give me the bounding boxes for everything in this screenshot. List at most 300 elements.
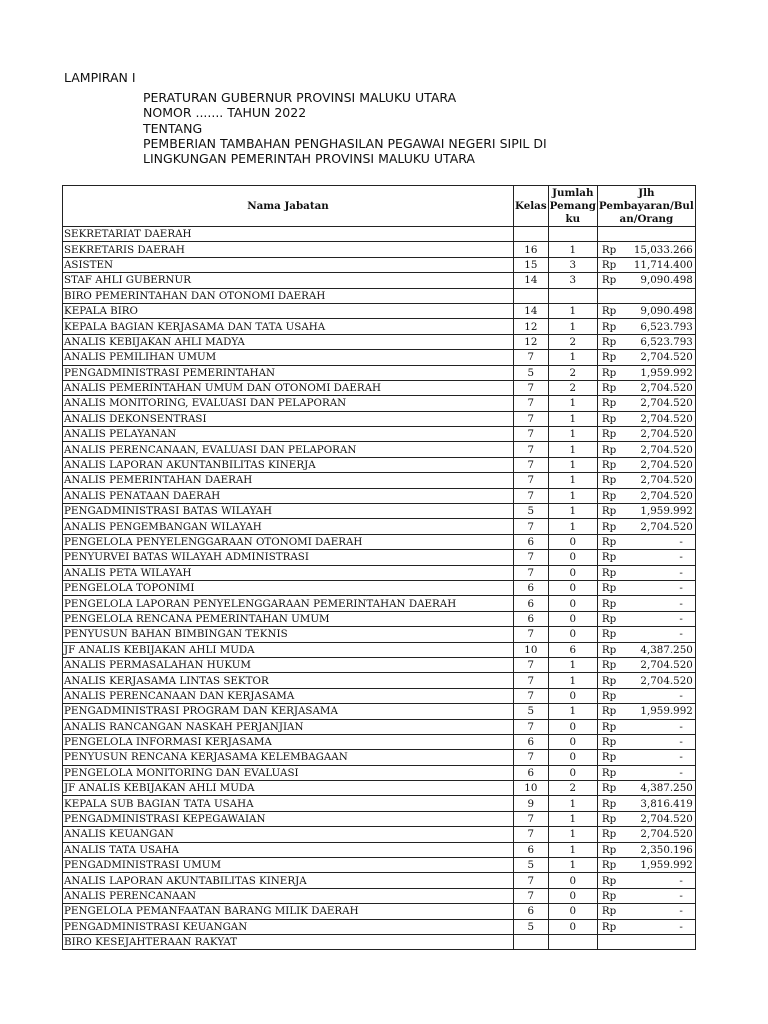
jabatan-name: PENGELOLA TOPONIMI xyxy=(63,580,514,595)
kelas-cell: 7 xyxy=(514,457,549,472)
jumlah-pemangku-cell: 1 xyxy=(548,411,597,426)
payment-amount: - xyxy=(679,905,683,918)
jumlah-pemangku-cell: 0 xyxy=(548,627,597,642)
jumlah-pemangku-cell: 0 xyxy=(548,765,597,780)
kelas-cell: 7 xyxy=(514,565,549,580)
jumlah-pemangku-cell: 1 xyxy=(548,319,597,334)
kelas-cell: 7 xyxy=(514,411,549,426)
table-row xyxy=(63,904,696,919)
kelas-cell xyxy=(514,934,549,949)
currency-label: Rp xyxy=(601,905,617,918)
currency-label: Rp xyxy=(601,813,617,826)
jumlah-pemangku-cell xyxy=(548,288,597,303)
jumlah-pemangku-cell: 1 xyxy=(548,488,597,503)
pembayaran-cell xyxy=(597,919,695,934)
table-row xyxy=(63,504,696,519)
table-row xyxy=(63,319,696,334)
regulation-subject-line-1: PEMBERIAN TAMBAHAN PENGHASILAN PEGAWAI NEGERI SIPIL DI xyxy=(143,135,547,151)
kelas-cell: 7 xyxy=(514,750,549,765)
currency-label: Rp xyxy=(601,551,617,564)
pembayaran-cell xyxy=(597,565,695,580)
table-row xyxy=(63,334,696,349)
table-row xyxy=(63,688,696,703)
jabatan-name: PENGADMINISTRASI PROGRAM DAN KERJASAMA xyxy=(63,704,514,719)
kelas-cell: 6 xyxy=(514,596,549,611)
pembayaran-cell xyxy=(597,442,695,457)
payment-amount: - xyxy=(679,628,683,641)
table-row xyxy=(63,350,696,365)
pembayaran-cell xyxy=(597,519,695,534)
currency-label: Rp xyxy=(601,489,617,502)
jabatan-name: PENGELOLA MONITORING DAN EVALUASI xyxy=(63,765,514,780)
regulation-title: PERATURAN GUBERNUR PROVINSI MALUKU UTARA xyxy=(143,90,457,105)
kelas-cell: 6 xyxy=(514,842,549,857)
jumlah-pemangku-cell: 1 xyxy=(548,657,597,672)
currency-label: Rp xyxy=(601,705,617,718)
jabatan-name: PENGADMINISTRASI KEUANGAN xyxy=(63,919,514,934)
table-row xyxy=(63,796,696,811)
jumlah-pemangku-cell: 1 xyxy=(548,827,597,842)
kelas-cell: 7 xyxy=(514,657,549,672)
kelas-cell: 7 xyxy=(514,442,549,457)
column-header-pembayaran: Jlh Pembayaran/Bul an/Orang xyxy=(598,186,694,225)
table-row xyxy=(63,565,696,580)
payment-amount: 1,959.992 xyxy=(640,505,693,518)
payment-amount: - xyxy=(679,736,683,749)
column-header-nama-jabatan: Nama Jabatan xyxy=(63,186,514,227)
table-row xyxy=(63,427,696,442)
kelas-cell: 5 xyxy=(514,858,549,873)
pembayaran-cell xyxy=(597,642,695,657)
table-row xyxy=(63,457,696,472)
payment-amount: 1,959.992 xyxy=(640,705,693,718)
payment-amount: 9,090.498 xyxy=(640,274,693,287)
currency-label: Rp xyxy=(601,751,617,764)
jabatan-name: PENGADMINISTRASI BATAS WILAYAH xyxy=(63,504,514,519)
pembayaran-cell xyxy=(597,904,695,919)
table-row xyxy=(63,242,696,257)
table-row xyxy=(63,888,696,903)
pembayaran-cell xyxy=(597,673,695,688)
table-row xyxy=(63,488,696,503)
section-name: SEKRETARIAT DAERAH xyxy=(63,227,514,242)
payment-amount: - xyxy=(679,689,683,702)
pembayaran-cell xyxy=(597,888,695,903)
payment-amount: 4,387.250 xyxy=(640,782,693,795)
kelas-cell: 7 xyxy=(514,827,549,842)
currency-label: Rp xyxy=(601,566,617,579)
kelas-cell: 5 xyxy=(514,919,549,934)
kelas-cell: 6 xyxy=(514,611,549,626)
currency-label: Rp xyxy=(601,828,617,841)
pembayaran-cell xyxy=(597,873,695,888)
currency-label: Rp xyxy=(601,612,617,625)
table-row xyxy=(63,734,696,749)
jumlah-pemangku-cell: 2 xyxy=(548,380,597,395)
payment-amount: 2,704.520 xyxy=(640,412,693,425)
jumlah-pemangku-cell: 1 xyxy=(548,473,597,488)
jabatan-name: PENYURVEI BATAS WILAYAH ADMINISTRASI xyxy=(63,550,514,565)
pembayaran-cell xyxy=(597,350,695,365)
pembayaran-cell xyxy=(597,303,695,318)
jabatan-name: STAF AHLI GUBERNUR xyxy=(63,273,514,288)
table-row xyxy=(63,858,696,873)
pembayaran-cell xyxy=(597,488,695,503)
jumlah-pemangku-cell: 1 xyxy=(548,504,597,519)
jumlah-pemangku-cell: 1 xyxy=(548,519,597,534)
pembayaran-cell xyxy=(597,550,695,565)
currency-label: Rp xyxy=(601,797,617,810)
kelas-cell: 7 xyxy=(514,380,549,395)
jumlah-pemangku-cell: 0 xyxy=(548,719,597,734)
jumlah-pemangku-cell: 1 xyxy=(548,457,597,472)
pembayaran-cell xyxy=(597,473,695,488)
jabatan-name: ANALIS PERENCANAAN xyxy=(63,888,514,903)
currency-label: Rp xyxy=(601,720,617,733)
jabatan-name: ANALIS PERENCANAAN DAN KERJASAMA xyxy=(63,688,514,703)
section-row xyxy=(63,227,696,242)
currency-label: Rp xyxy=(601,243,617,256)
jabatan-name: ANALIS KERJASAMA LINTAS SEKTOR xyxy=(63,673,514,688)
jumlah-pemangku-cell: 6 xyxy=(548,642,597,657)
jabatan-name: ANALIS PELAYANAN xyxy=(63,427,514,442)
jabatan-name: ANALIS PERENCANAAN, EVALUASI DAN PELAPORAN xyxy=(63,442,514,457)
kelas-cell: 6 xyxy=(514,580,549,595)
kelas-cell: 12 xyxy=(514,334,549,349)
jumlah-pemangku-cell: 0 xyxy=(548,750,597,765)
jabatan-name: PENYUSUN RENCANA KERJASAMA KELEMBAGAAN xyxy=(63,750,514,765)
jabatan-name: ANALIS LAPORAN AKUNTABILITAS KINERJA xyxy=(63,873,514,888)
jabatan-name: JF ANALIS KEBIJAKAN AHLI MUDA xyxy=(63,781,514,796)
jumlah-pemangku-cell: 2 xyxy=(548,781,597,796)
kelas-cell: 6 xyxy=(514,765,549,780)
currency-label: Rp xyxy=(601,689,617,702)
jabatan-name: PENGELOLA LAPORAN PENYELENGGARAAN PEMERINTAHAN DAERAH xyxy=(63,596,514,611)
jabatan-name: ANALIS MONITORING, EVALUASI DAN PELAPORAN xyxy=(63,396,514,411)
payment-amount: 2,704.520 xyxy=(640,351,693,364)
jumlah-pemangku-cell: 1 xyxy=(548,303,597,318)
pembayaran-cell xyxy=(597,688,695,703)
currency-label: Rp xyxy=(601,382,617,395)
kelas-cell: 5 xyxy=(514,365,549,380)
jabatan-name: ANALIS KEBIJAKAN AHLI MADYA xyxy=(63,334,514,349)
pembayaran-cell xyxy=(597,657,695,672)
payment-amount: 2,704.520 xyxy=(640,428,693,441)
payment-amount: - xyxy=(679,889,683,902)
jabatan-name: ASISTEN xyxy=(63,257,514,272)
regulation-subject-line-2: LINGKUNGAN PEMERINTAH PROVINSI MALUKU UTARA xyxy=(143,151,475,167)
pembayaran-cell xyxy=(597,765,695,780)
pembayaran-cell xyxy=(597,396,695,411)
pembayaran-cell xyxy=(597,827,695,842)
column-header-kelas: Kelas xyxy=(514,186,549,227)
jabatan-name: PENYUSUN BAHAN BIMBINGAN TEKNIS xyxy=(63,627,514,642)
kelas-cell: 7 xyxy=(514,873,549,888)
table-row xyxy=(63,657,696,672)
pembayaran-cell xyxy=(597,242,695,257)
table-row xyxy=(63,750,696,765)
section-name: BIRO KESEJAHTERAAN RAKYAT xyxy=(63,934,514,949)
table-row xyxy=(63,396,696,411)
jabatan-name: ANALIS DEKONSENTRASI xyxy=(63,411,514,426)
pembayaran-cell xyxy=(597,781,695,796)
kelas-cell: 10 xyxy=(514,781,549,796)
payment-amount: - xyxy=(679,597,683,610)
jumlah-pemangku-cell: 0 xyxy=(548,904,597,919)
table-row xyxy=(63,550,696,565)
pembayaran-cell xyxy=(597,719,695,734)
payment-amount: - xyxy=(679,766,683,779)
table-row xyxy=(63,627,696,642)
currency-label: Rp xyxy=(601,258,617,271)
payment-amount: 2,704.520 xyxy=(640,520,693,533)
currency-label: Rp xyxy=(601,274,617,287)
table-row xyxy=(63,842,696,857)
payment-amount: 2,704.520 xyxy=(640,659,693,672)
currency-label: Rp xyxy=(601,582,617,595)
pembayaran-cell xyxy=(597,380,695,395)
pembayaran-cell xyxy=(597,273,695,288)
kelas-cell: 7 xyxy=(514,427,549,442)
payment-amount: 2,704.520 xyxy=(640,443,693,456)
payment-amount: - xyxy=(679,720,683,733)
pembayaran-cell xyxy=(597,288,695,303)
tentang-label: TENTANG xyxy=(143,120,203,136)
payment-amount: 2,350.196 xyxy=(640,843,693,856)
payment-amount: 2,704.520 xyxy=(640,459,693,472)
table-row xyxy=(63,442,696,457)
pembayaran-cell xyxy=(597,858,695,873)
table-row xyxy=(63,919,696,934)
payment-amount: 2,704.520 xyxy=(640,674,693,687)
kelas-cell: 7 xyxy=(514,673,549,688)
payment-amount: 2,704.520 xyxy=(640,828,693,841)
table-row xyxy=(63,380,696,395)
kelas-cell: 7 xyxy=(514,488,549,503)
pembayaran-cell xyxy=(597,734,695,749)
jumlah-pemangku-cell xyxy=(548,934,597,949)
allowance-table xyxy=(62,185,696,950)
payment-amount: - xyxy=(679,536,683,548)
payment-amount: 6,523.793 xyxy=(640,320,693,333)
jumlah-pemangku-cell: 0 xyxy=(548,611,597,626)
currency-label: Rp xyxy=(601,335,617,348)
section-name: BIRO PEMERINTAHAN DAN OTONOMI DAERAH xyxy=(63,288,514,303)
table-row xyxy=(63,596,696,611)
jumlah-pemangku-cell: 2 xyxy=(548,334,597,349)
table-row xyxy=(63,719,696,734)
currency-label: Rp xyxy=(601,874,617,887)
table-row xyxy=(63,827,696,842)
payment-amount: 2,704.520 xyxy=(640,813,693,826)
kelas-cell: 7 xyxy=(514,888,549,903)
kelas-cell: 7 xyxy=(514,811,549,826)
currency-label: Rp xyxy=(601,766,617,779)
table-row xyxy=(63,611,696,626)
pembayaran-cell xyxy=(597,319,695,334)
jumlah-pemangku-cell: 3 xyxy=(548,257,597,272)
currency-label: Rp xyxy=(601,459,617,472)
jabatan-name: ANALIS PENGEMBANGAN WILAYAH xyxy=(63,519,514,534)
payment-amount: 11,714.400 xyxy=(633,258,693,271)
lampiran-label: LAMPIRAN I xyxy=(64,70,136,85)
jabatan-name: ANALIS PEMERINTAHAN DAERAH xyxy=(63,473,514,488)
jabatan-name: ANALIS PEMERINTAHAN UMUM DAN OTONOMI DAERAH xyxy=(63,380,514,395)
kelas-cell: 6 xyxy=(514,904,549,919)
table-row xyxy=(63,365,696,380)
jumlah-pemangku-cell: 2 xyxy=(548,365,597,380)
kelas-cell: 5 xyxy=(514,504,549,519)
pembayaran-cell xyxy=(597,504,695,519)
kelas-cell: 10 xyxy=(514,642,549,657)
jabatan-name: ANALIS RANCANGAN NASKAH PERJANJIAN xyxy=(63,719,514,734)
kelas-cell: 7 xyxy=(514,473,549,488)
kelas-cell: 16 xyxy=(514,242,549,257)
jumlah-pemangku-cell: 0 xyxy=(548,550,597,565)
payment-amount: 3,816.419 xyxy=(640,797,693,810)
table-row xyxy=(63,257,696,272)
currency-label: Rp xyxy=(601,351,617,364)
kelas-cell: 14 xyxy=(514,303,549,318)
jumlah-pemangku-cell: 1 xyxy=(548,858,597,873)
jumlah-pemangku-cell: 0 xyxy=(548,534,597,549)
jumlah-pemangku-cell: 0 xyxy=(548,565,597,580)
payment-amount: 2,704.520 xyxy=(640,474,693,487)
payment-amount: 2,704.520 xyxy=(640,397,693,410)
currency-label: Rp xyxy=(601,428,617,441)
regulation-number: NOMOR ....... TAHUN 2022 xyxy=(143,105,307,121)
pembayaran-cell xyxy=(597,934,695,949)
jabatan-name: PENGADMINISTRASI PEMERINTAHAN xyxy=(63,365,514,380)
pembayaran-cell xyxy=(597,534,695,549)
jumlah-pemangku-cell: 1 xyxy=(548,811,597,826)
jumlah-pemangku-cell: 3 xyxy=(548,273,597,288)
pembayaran-cell xyxy=(597,227,695,242)
payment-amount: - xyxy=(679,612,683,625)
payment-amount: 1,959.992 xyxy=(640,366,693,379)
currency-label: Rp xyxy=(601,443,617,456)
jumlah-pemangku-cell: 0 xyxy=(548,688,597,703)
kelas-cell: 6 xyxy=(514,734,549,749)
kelas-cell: 7 xyxy=(514,519,549,534)
jumlah-pemangku-cell: 0 xyxy=(548,580,597,595)
currency-label: Rp xyxy=(601,920,617,933)
payment-amount: - xyxy=(679,874,683,887)
pembayaran-cell xyxy=(597,796,695,811)
pembayaran-cell xyxy=(597,580,695,595)
section-row xyxy=(63,288,696,303)
table-row xyxy=(63,811,696,826)
currency-label: Rp xyxy=(601,736,617,749)
payment-amount: - xyxy=(679,920,683,933)
jumlah-pemangku-cell: 0 xyxy=(548,596,597,611)
table-row xyxy=(63,519,696,534)
pembayaran-cell xyxy=(597,411,695,426)
jabatan-name: ANALIS KEUANGAN xyxy=(63,827,514,842)
kelas-cell: 7 xyxy=(514,719,549,734)
table-row xyxy=(63,873,696,888)
pembayaran-cell xyxy=(597,334,695,349)
pembayaran-cell xyxy=(597,750,695,765)
payment-amount: 9,090.498 xyxy=(640,305,693,318)
kelas-cell: 12 xyxy=(514,319,549,334)
kelas-cell: 9 xyxy=(514,796,549,811)
kelas-cell xyxy=(514,227,549,242)
jumlah-pemangku-cell: 1 xyxy=(548,673,597,688)
currency-label: Rp xyxy=(601,397,617,410)
table-row xyxy=(63,411,696,426)
table-row xyxy=(63,303,696,318)
currency-label: Rp xyxy=(601,597,617,610)
currency-label: Rp xyxy=(601,674,617,687)
currency-label: Rp xyxy=(601,628,617,641)
pembayaran-cell xyxy=(597,596,695,611)
jabatan-name: PENGADMINISTRASI UMUM xyxy=(63,858,514,873)
jabatan-name: ANALIS LAPORAN AKUNTANBILITAS KINERJA xyxy=(63,457,514,472)
table-header-row xyxy=(63,186,696,227)
kelas-cell: 14 xyxy=(514,273,549,288)
jabatan-name: PENGELOLA PENYELENGGARAAN OTONOMI DAERAH xyxy=(63,534,514,549)
table-row xyxy=(63,704,696,719)
jumlah-pemangku-cell: 1 xyxy=(548,796,597,811)
currency-label: Rp xyxy=(601,643,617,656)
payment-amount: - xyxy=(679,751,683,764)
payment-amount: - xyxy=(679,582,683,595)
jumlah-pemangku-cell: 1 xyxy=(548,842,597,857)
jabatan-name: PENGELOLA PEMANFAATAN BARANG MILIK DAERAH xyxy=(63,904,514,919)
jumlah-pemangku-cell: 0 xyxy=(548,734,597,749)
payment-amount: 6,523.793 xyxy=(640,335,693,348)
table-row xyxy=(63,473,696,488)
section-row xyxy=(63,934,696,949)
jabatan-name: ANALIS PENATAAN DAERAH xyxy=(63,488,514,503)
jabatan-name: ANALIS TATA USAHA xyxy=(63,842,514,857)
currency-label: Rp xyxy=(601,536,617,548)
table-body xyxy=(63,227,696,950)
kelas-cell: 6 xyxy=(514,534,549,549)
jumlah-pemangku-cell: 1 xyxy=(548,242,597,257)
jumlah-pemangku-cell: 1 xyxy=(548,350,597,365)
column-header-jumlah-pemangku: Jumlah Pemang ku xyxy=(549,186,596,225)
jabatan-name: ANALIS PERMASALAHAN HUKUM xyxy=(63,657,514,672)
jabatan-name: ANALIS PEMILIHAN UMUM xyxy=(63,350,514,365)
jumlah-pemangku-cell: 1 xyxy=(548,442,597,457)
jumlah-pemangku-cell: 0 xyxy=(548,873,597,888)
table-row xyxy=(63,673,696,688)
kelas-cell xyxy=(514,288,549,303)
currency-label: Rp xyxy=(601,889,617,902)
pembayaran-cell xyxy=(597,811,695,826)
kelas-cell: 7 xyxy=(514,627,549,642)
table-row xyxy=(63,273,696,288)
jumlah-pemangku-cell xyxy=(548,227,597,242)
currency-label: Rp xyxy=(601,843,617,856)
kelas-cell: 7 xyxy=(514,688,549,703)
payment-amount: 4,387.250 xyxy=(640,643,693,656)
currency-label: Rp xyxy=(601,320,617,333)
kelas-cell: 7 xyxy=(514,550,549,565)
kelas-cell: 5 xyxy=(514,704,549,719)
pembayaran-cell xyxy=(597,427,695,442)
currency-label: Rp xyxy=(601,366,617,379)
currency-label: Rp xyxy=(601,782,617,795)
table-row xyxy=(63,580,696,595)
table-row xyxy=(63,534,696,549)
jabatan-name: ANALIS PETA WILAYAH xyxy=(63,565,514,580)
jumlah-pemangku-cell: 0 xyxy=(548,888,597,903)
kelas-cell: 7 xyxy=(514,396,549,411)
currency-label: Rp xyxy=(601,520,617,533)
